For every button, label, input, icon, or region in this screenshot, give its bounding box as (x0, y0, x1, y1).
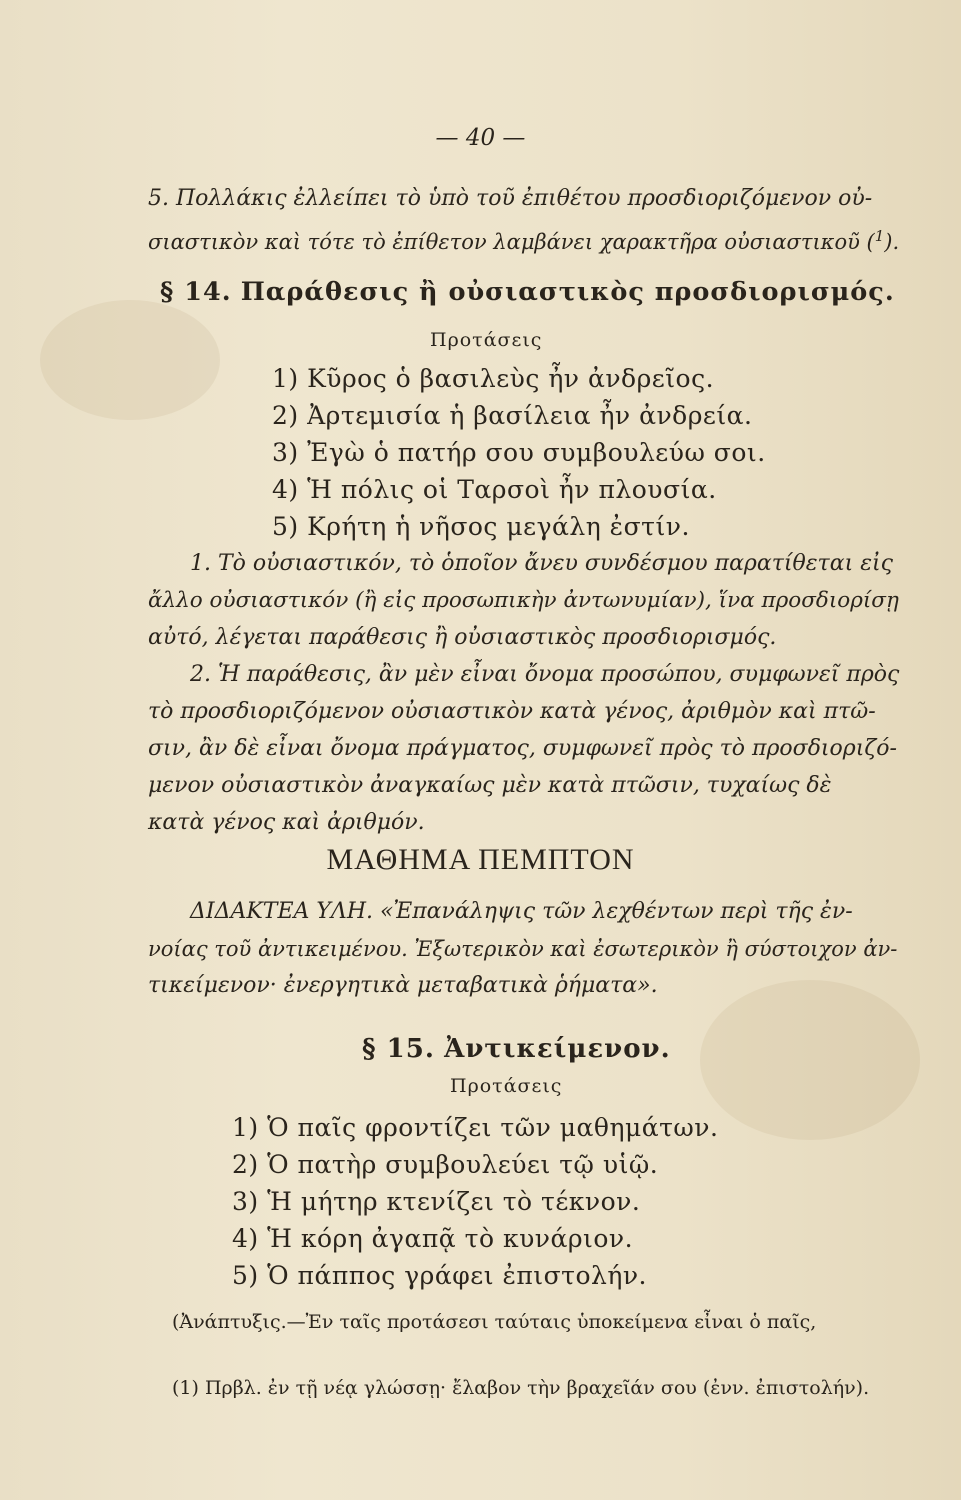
section-15-mark: § 15. (362, 1034, 435, 1064)
section-14-mark: § 14. (160, 277, 232, 307)
section-15-heading (362, 1035, 671, 1063)
rule-2-line-2: τὸ προσδιοριζόμενον οὐσιαστικὸν κατὰ γένος, ἀριθμὸν καὶ πτῶ- (148, 699, 876, 724)
sentence-14-3: 3) Ἐγὼ ὁ πατήρ σου συμβουλεύω σοι. (272, 438, 766, 467)
lesson-line-3: τικείμενον· ἐνεργητικὰ μεταβατικὰ ῥήματα». (148, 973, 658, 998)
sentence-14-4: 4) Ἡ πόλις οἱ Ταρσοὶ ἦν πλουσία. (272, 475, 717, 504)
sentence-15-2: 2) Ὁ πατὴρ συμβουλεύει τῷ υἱῷ. (232, 1150, 659, 1179)
examples-heading-14: Προτάσεις (430, 329, 543, 351)
sentence-14-5: 5) Κρήτη ἡ νῆσος μεγάλη ἐστίν. (272, 512, 690, 541)
rule-1-line-1: 1. Τὸ οὐσιαστικόν, τὸ ὁποῖον ἄνευ συνδέσμου παρατίθεται εἰς (190, 551, 893, 576)
rule-5-line-2 (148, 222, 899, 256)
rule-2-line-3: σιν, ἂν δὲ εἶναι ὄνομα πράγματος, συμφωνεῖ πρὸς τὸ προσδιοριζό- (148, 736, 897, 761)
analysis-line: (Ἀνάπτυξις.—Ἐν ταῖς προτάσεσι ταύταις ὑποκείμενα εἶναι ὁ παῖς, (172, 1311, 817, 1333)
rule-2-line-4: μενον οὐσιαστικὸν ἀναγκαίως μὲν κατὰ πτῶσιν, τυχαίως δὲ (148, 773, 832, 798)
sentence-15-5: 5) Ὁ πάππος γράφει ἐπιστολήν. (232, 1261, 648, 1290)
rule-5-text-1: Πολλάκις ἐλλείπει τὸ ὑπὸ τοῦ ἐπιθέτου προσδιοριζόμενον οὐ- (176, 186, 873, 211)
sentence-15-3: 3) Ἡ μήτηρ κτενίζει τὸ τέκνον. (232, 1187, 641, 1216)
sentence-15-4: 4) Ἡ κόρη ἀγαπᾷ τὸ κυνάριον. (232, 1224, 634, 1253)
sentence-14-1: 1) Κῦρος ὁ βασιλεὺς ἦν ἀνδρεῖος. (272, 364, 715, 393)
sentence-14-2: 2) Ἀρτεμισία ἡ βασίλεια ἦν ἀνδρεία. (272, 401, 753, 430)
rule-5-number: 5. (148, 186, 169, 211)
footnote-ref: 1 (874, 227, 885, 245)
lesson-line-2: νοίας τοῦ ἀντικειμένου. Ἐξωτερικὸν καὶ ἐσωτερικὸν ἢ σύστοιχον ἀν- (148, 937, 898, 961)
rule-2-line-1: 2. Ἡ παράθεσις, ἂν μὲν εἶναι ὄνομα προσώπου, συμφωνεῖ πρὸς (190, 662, 900, 687)
rule-5-text-2-end: ). (884, 230, 900, 254)
rule-1-line-3: αὐτό, λέγεται παράθεσις ἢ οὐσιαστικὸς προσδιορισμός. (148, 625, 777, 650)
section-15-title: Ἀντικείμενον. (444, 1034, 671, 1064)
rule-2-line-5: κατὰ γένος καὶ ἀριθμόν. (148, 810, 425, 835)
paper-stain (40, 300, 220, 420)
section-14-title: Παράθεσις ἢ οὐσιαστικὸς προσδιορισμός. (240, 277, 895, 307)
rule-1-line-2: ἄλλο οὐσιαστικόν (ἢ εἰς προσωπικὴν ἀντωνυμίαν), ἵνα προσδιορίσῃ (148, 588, 899, 613)
sentence-15-1: 1) Ὁ παῖς φροντίζει τῶν μαθημάτων. (232, 1113, 719, 1142)
rule-5-line-1 (148, 185, 872, 213)
lesson-title: ΜΑΘΗΜΑ ΠΕΜΠΤΟΝ (326, 843, 635, 876)
rule-5-text-2: σιαστικὸν καὶ τότε τὸ ἐπίθετον λαμβάνει χαρακτῆρα οὐσιαστικοῦ ( (148, 230, 875, 254)
page-number: — 40 — (435, 125, 526, 151)
examples-heading-15: Προτάσεις (450, 1075, 563, 1097)
section-14-heading (160, 278, 895, 306)
lesson-line-1: ΔΙΔΑΚΤΕΑ ΥΛΗ. «Ἐπανάληψις τῶν λεχθέντων περὶ τῆς ἐν- (190, 899, 853, 924)
footnote: (1) Πρβλ. ἐν τῇ νέᾳ γλώσσῃ· ἔλαβον τὴν βραχεῖάν σου (ἐνν. ἐπιστολήν). (172, 1377, 870, 1399)
paper-stain (700, 980, 920, 1140)
